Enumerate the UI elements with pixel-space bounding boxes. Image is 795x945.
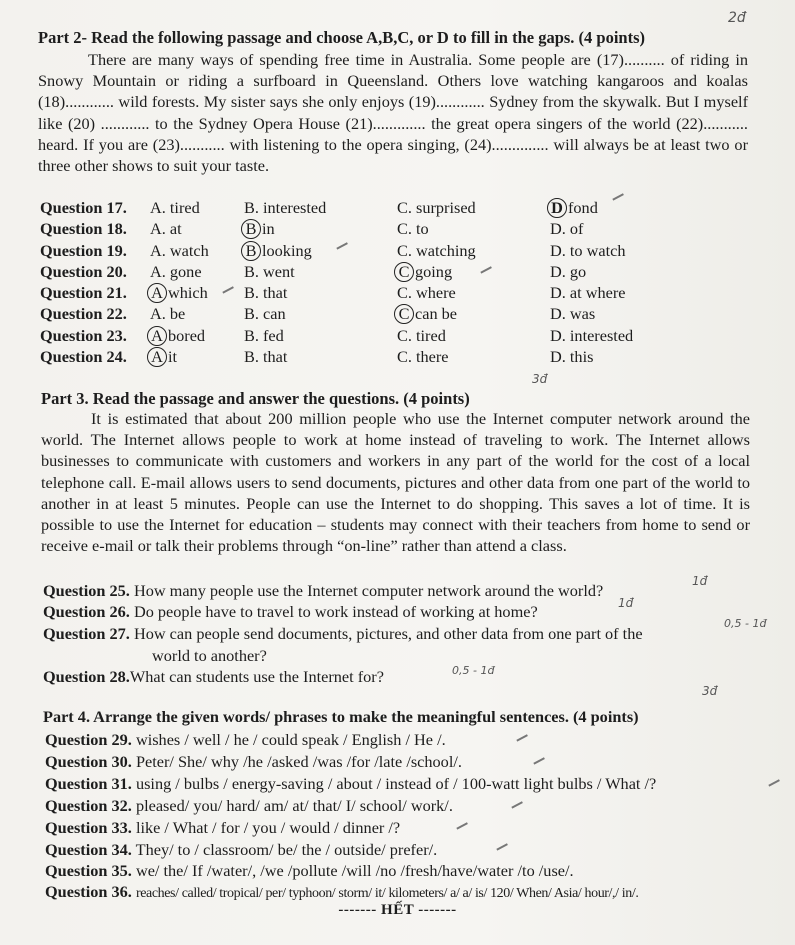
option-d: [550, 197, 598, 218]
question-23: [40, 325, 660, 346]
question-label: Question 35.: [45, 861, 132, 880]
option-b: [244, 218, 275, 239]
part2-questions: [40, 197, 660, 367]
question-text: pleased/ you/ hard/ am/ at/ that/ I/ school/ work/.: [135, 796, 453, 815]
answer-circle: D: [547, 198, 567, 218]
option-d: D. to watch: [550, 240, 626, 260]
part4-score-note: 3đ: [702, 684, 718, 698]
option-a: [150, 325, 205, 346]
option-c: C. there: [397, 347, 449, 367]
option-b: B. interested: [244, 198, 327, 217]
part2-passage: [38, 49, 748, 176]
option-d: D. was: [550, 304, 596, 324]
question-text: What can students use the Internet for?: [129, 667, 384, 686]
question-label: Question 22.: [40, 304, 127, 324]
question-36: [45, 881, 638, 904]
answer-circle: A: [147, 283, 167, 303]
question-text: reaches/ called/ tropical/ per/ typhoon/ storm/ it/ kilometers/ a/ a/ is/ 120/ When/ Asia/ hour/,/ in/.: [135, 886, 639, 901]
question-label: Question 19.: [40, 240, 127, 260]
option-c: C. tired: [397, 325, 446, 345]
question-32: [45, 795, 453, 816]
option-a: A. watch: [150, 240, 209, 260]
question-25-score-note: 1đ: [692, 574, 708, 588]
question-text: like / What / for / you / would / dinner /?: [135, 818, 401, 837]
question-text: Do people have to travel to work instead of working at home?: [133, 602, 538, 621]
question-text: we/ the/ If /water/, /we /pollute /will /no /fresh/have/water /to /use/.: [135, 861, 574, 880]
question-29: [45, 729, 446, 750]
part3-passage-text: It is estimated that about 200 million people who use the Internet computer network around the world. The Internet allows people to work at home instead of traveling to work. The Internet allows businesses to communicate with customers and workers in any part of the world for the cost of a local telephone call. E-mail allows users to send documents, pictures and other data from one part of the world to another in at least 5 minutes. People can use the Internet to do shopping. This saves a lot of time. It is possible to use the Internet for education – students may connect with their teachers from home to send or receive e-mail or talk their problems through “on-line” rather than attend a class.: [41, 409, 750, 556]
question-label: Question 31.: [45, 774, 132, 793]
option-c: C. watching: [397, 240, 476, 260]
answer-circle: B: [241, 241, 261, 261]
question-text: How can people send documents, pictures, and other data from one part of the: [133, 624, 643, 643]
option-b: B. that: [244, 347, 288, 367]
option-b: B. can: [244, 304, 286, 324]
option-a: A. tired: [150, 198, 200, 217]
option-a: A. at: [150, 219, 182, 239]
answer-circle: B: [241, 219, 261, 239]
option-c-text: going: [415, 261, 453, 281]
answer-circle: C: [394, 262, 414, 282]
question-25: [43, 580, 603, 601]
question-label: Question 34.: [45, 840, 132, 859]
question-22: [40, 303, 660, 324]
question-18: [40, 218, 660, 239]
option-d: D. of: [550, 219, 584, 239]
part3-heading: Part 3. Read the passage and answer the questions. (4 points): [41, 389, 470, 408]
question-label: Question 25.: [43, 581, 130, 600]
question-label: Question 24.: [40, 347, 127, 367]
option-a-text: it: [168, 347, 178, 367]
option-a-text: bored: [168, 325, 206, 345]
option-a: A. gone: [150, 261, 202, 281]
question-26: [43, 601, 538, 622]
option-c: C. where: [397, 283, 456, 303]
option-d: D. this: [550, 347, 594, 367]
question-20: [40, 261, 660, 282]
option-c: C. surprised: [397, 198, 476, 217]
option-d: D. interested: [550, 325, 634, 345]
option-b: B. went: [244, 261, 295, 281]
option-d: D. at where: [550, 283, 626, 303]
question-35: [45, 860, 574, 881]
question-label: Question 20.: [40, 261, 127, 281]
option-c-text: can be: [415, 304, 458, 324]
question-label: Question 29.: [45, 730, 132, 749]
part4-heading: Part 4. Arrange the given words/ phrases to make the meaningful sentences. (4 points): [43, 707, 639, 726]
question-text: Peter/ She/ why /he /asked /was /for /late /school/.: [135, 752, 462, 771]
part2-score-note: 2đ: [728, 10, 746, 26]
question-label: Question 33.: [45, 818, 132, 837]
option-a-text: which: [168, 283, 208, 303]
check-mark-icon: [516, 734, 527, 741]
option-d-text: fond: [568, 198, 598, 217]
question-label: Question 28.: [43, 667, 130, 686]
option-b-text: in: [262, 219, 275, 239]
question-text: using / bulbs / energy-saving / about / instead of / 100-watt light bulbs / What /?: [135, 774, 657, 793]
question-19: [40, 240, 660, 261]
question-text: wishes / well / he / could speak / English / He /.: [135, 730, 446, 749]
check-mark-icon: [533, 757, 544, 764]
question-31: [45, 773, 656, 794]
question-label: Question 36.: [45, 882, 132, 901]
question-21: [40, 282, 660, 303]
question-28: [43, 666, 384, 687]
question-30: [45, 751, 462, 772]
question-24: [40, 346, 660, 367]
option-b: B. fed: [244, 325, 284, 345]
question-27: [43, 623, 643, 644]
part3-score-note: 3đ: [532, 372, 548, 386]
question-27-continuation: world to another?: [152, 646, 267, 665]
question-26-score-note: 1đ: [618, 596, 634, 610]
answer-circle: C: [394, 304, 414, 324]
question-text: They/ to / classroom/ be/ the / outside/ prefer/.: [135, 840, 438, 859]
answer-circle: A: [147, 326, 167, 346]
check-mark-icon: [456, 822, 467, 829]
question-33: [45, 817, 400, 838]
option-a: [150, 282, 208, 303]
check-mark-icon: [511, 801, 522, 808]
question-label: Question 30.: [45, 752, 132, 771]
question-28-score-note: 0,5 - 1đ: [452, 664, 495, 677]
option-b: [244, 240, 312, 261]
option-c: C. to: [397, 219, 429, 239]
option-b-text: looking: [262, 240, 312, 260]
question-label: Question 32.: [45, 796, 132, 815]
option-b: B. that: [244, 283, 288, 303]
part2-heading: Part 2- Read the following passage and choose A,B,C, or D to fill in the gaps. (4 points): [38, 28, 646, 47]
part3-passage: [41, 408, 750, 556]
part2-passage-text: There are many ways of spending free time in Australia. Some people are (17).......... of riding in Snowy Mountain or riding a surfboard in Queensland. Others love watching kangaroos and koalas (18)............ wild forests. My sister says she only enjoys (19)............ Sydney from the skywalk. But I myself like (20) ............ to the Sydney Opera House (21)............. the great opera singers of the world (22)........... heard. If you are (23)........... with listening to the opera singing, (24).............. will always be at least two or three other shows to suit your taste.: [38, 50, 748, 176]
question-27-score-note: 0,5 - 1đ: [724, 617, 767, 630]
option-d: D. go: [550, 261, 587, 281]
question-label: Question 21.: [40, 283, 127, 303]
option-a: [150, 346, 177, 367]
question-34: [45, 839, 437, 860]
question-text: How many people use the Internet computer network around the world?: [133, 581, 604, 600]
answer-circle: A: [147, 347, 167, 367]
question-label: Question 26.: [43, 602, 130, 621]
check-mark-icon: [768, 779, 779, 786]
question-label: Question 27.: [43, 624, 130, 643]
check-mark-icon: [496, 843, 507, 850]
end-marker: ------- HẾT -------: [338, 902, 457, 918]
option-c: [397, 303, 457, 324]
option-c: [397, 261, 452, 282]
option-a: A. be: [150, 304, 186, 324]
question-label: Question 23.: [40, 325, 127, 345]
question-label: Question 17.: [40, 198, 127, 217]
question-17: [40, 197, 660, 218]
question-label: Question 18.: [40, 219, 127, 239]
